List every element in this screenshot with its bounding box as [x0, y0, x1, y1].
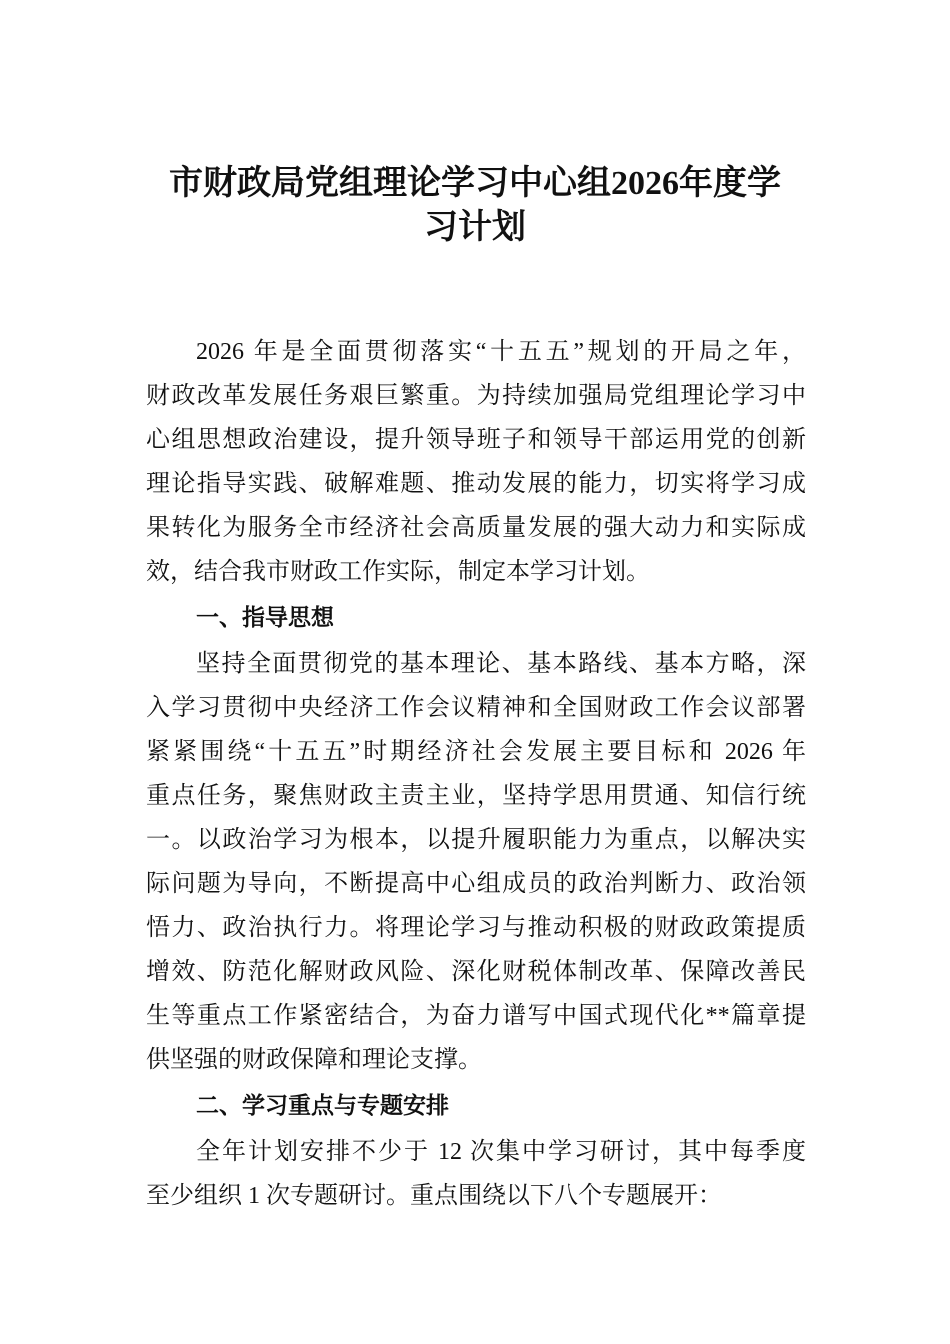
paragraph-line: 际问题为导向，不断提高中心组成员的政治判断力、政治领: [146, 871, 806, 897]
paragraph-line: 2026 年是全面贯彻落实“十五五”规划的开局之年，: [196, 339, 806, 365]
paragraph-line: 增效、防范化解财政风险、深化财税体制改革、保障改善民: [146, 959, 806, 985]
title-line: 习计划: [424, 209, 526, 246]
title-line: 市财政局党组理论学习中心组2026年度学: [169, 165, 781, 202]
document-title: [0, 162, 950, 250]
paragraph-line: 供坚强的财政保障和理论支撑。: [146, 1047, 482, 1073]
paragraph-line: 生等重点工作紧密结合，为奋力谱写中国式现代化**篇章提: [146, 1003, 806, 1029]
study-focus-paragraph: [146, 1130, 806, 1218]
section-heading-guiding-ideology: 一、指导思想: [196, 605, 334, 631]
paragraph-line: 全年计划安排不少于 12 次集中学习研讨，其中每季度: [196, 1139, 806, 1165]
paragraph-line: 一。以政治学习为根本，以提升履职能力为重点，以解决实: [146, 827, 806, 853]
paragraph-line: 重点任务，聚焦财政主责主业，坚持学思用贯通、知信行统: [146, 783, 806, 809]
intro-paragraph: [146, 330, 806, 594]
paragraph-line: 紧紧围绕“十五五”时期经济社会发展主要目标和 2026 年: [146, 739, 806, 765]
document-body: [146, 330, 806, 1218]
paragraph-line: 心组思想政治建设，提升领导班子和领导干部运用党的创新: [146, 427, 806, 453]
section-heading-study-focus: 二、学习重点与专题安排: [196, 1093, 449, 1119]
paragraph-line: 至少组织 1 次专题研讨。重点围绕以下八个专题展开：: [146, 1183, 722, 1209]
paragraph-line: 果转化为服务全市经济社会高质量发展的强大动力和实际成: [146, 515, 806, 541]
paragraph-line: 理论指导实践、破解难题、推动发展的能力，切实将学习成: [146, 471, 806, 497]
paragraph-line: 效，结合我市财政工作实际，制定本学习计划。: [146, 559, 650, 585]
paragraph-line: 入学习贯彻中央经济工作会议精神和全国财政工作会议部署: [146, 695, 806, 721]
paragraph-line: 悟力、政治执行力。将理论学习与推动积极的财政政策提质: [146, 915, 806, 941]
guiding-ideology-paragraph: [146, 642, 806, 1082]
paragraph-line: 坚持全面贯彻党的基本理论、基本路线、基本方略，深: [196, 651, 806, 677]
paragraph-line: 财政改革发展任务艰巨繁重。为持续加强局党组理论学习中: [146, 383, 806, 409]
